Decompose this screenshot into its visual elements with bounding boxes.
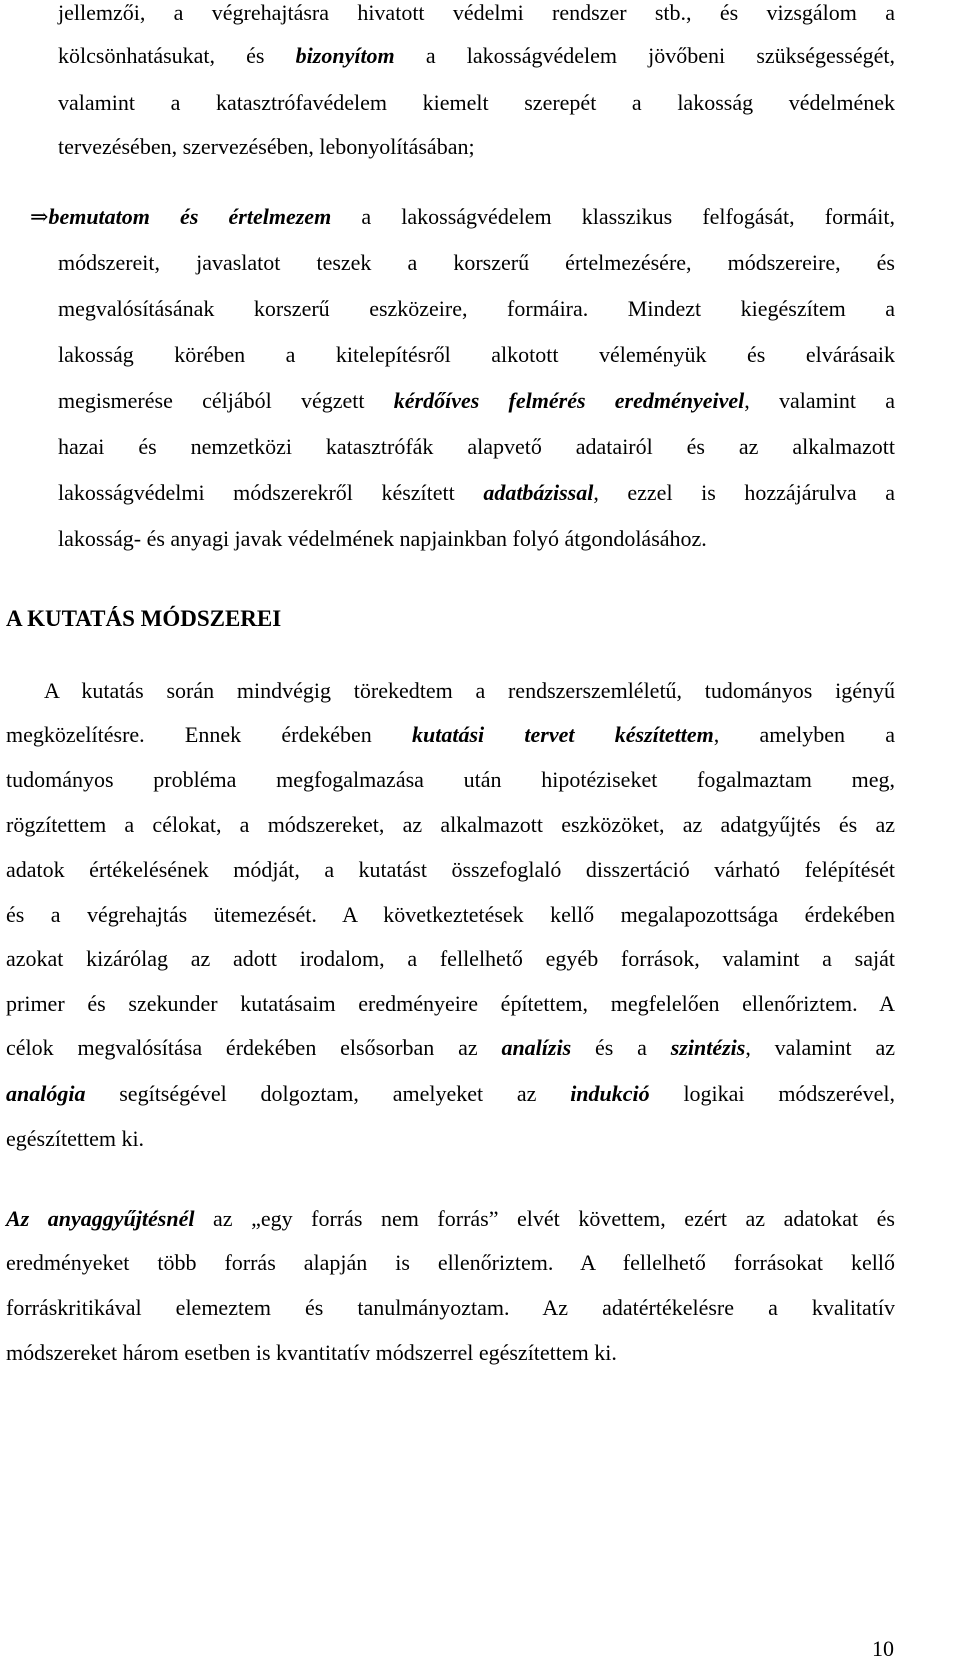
bullet-line: megismerése céljából végzett kérdőíves felmérés eredményeivel, valamint a: [58, 388, 896, 413]
paragraph-line: azokat kizárólag az adott irodalom, a fellelhető egyéb források, valamint a saját: [6, 946, 895, 971]
intro-line: tervezésében, szervezésében, lebonyolításában;: [58, 134, 475, 159]
paragraph-line: analógia segítségével dolgoztam, amelyeket az indukció logikai módszerével,: [6, 1081, 895, 1106]
paragraph-line: tudományos probléma megfogalmazása után hipotéziseket fogalmaztam meg,: [6, 767, 895, 792]
bullet-line: lakosság- és anyagi javak védelmének napjainkban folyó átgondolásához.: [58, 526, 707, 551]
paragraph-line: forráskritikával elemeztem és tanulmányoztam. Az adatértékelésre a kvalitatív: [6, 1295, 895, 1320]
paragraph-line: egészítettem ki.: [6, 1126, 145, 1151]
bullet-line: lakosságvédelmi módszerekről készített adatbázissal, ezzel is hozzájárulva a: [58, 480, 896, 505]
bullet-line: módszereit, javaslatot teszek a korszerű értelmezésére, módszereire, és: [58, 250, 895, 275]
paragraph-line: és a végrehajtás ütemezését. A következtetések kellő megalapozottsága érdekében: [6, 902, 895, 927]
paragraph-line: primer és szekunder kutatásaim eredményeire építettem, megfelelően ellenőriztem. A: [6, 991, 895, 1016]
paragraph-line: eredményeket több forrás alapján is ellenőriztem. A fellelhető forrásokat kellő: [6, 1250, 895, 1275]
bullet-line: hazai és nemzetközi katasztrófák alapvető adatairól és az alkalmazott: [58, 434, 895, 459]
paragraph-line: célok megvalósítása érdekében elsősorban az analízis és a szintézis, valamint az: [6, 1035, 895, 1060]
bullet-line: lakosság körében a kitelepítésről alkotott véleményük és elvárásaik: [58, 342, 895, 367]
bullet-line: ⇒bemutatom és értelmezem a lakosságvédelem klasszikus felfogását, formáit,: [30, 204, 895, 229]
arrow-icon: ⇒: [30, 204, 49, 229]
paragraph-line: módszereket három esetben is kvantitatív módszerrel egészítettem ki.: [6, 1340, 617, 1365]
paragraph-line: A kutatás során mindvégig törekedtem a rendszerszemléletű, tudományos igényű: [44, 678, 895, 703]
page-number: 10: [872, 1636, 894, 1661]
section-heading: A KUTATÁS MÓDSZEREI: [6, 606, 282, 631]
intro-line: valamint a katasztrófavédelem kiemelt szerepét a lakosság védelmének: [58, 90, 895, 115]
paragraph-line: megközelítésre. Ennek érdekében kutatási tervet készítettem, amelyben a: [6, 722, 895, 747]
intro-line: jellemzői, a végrehajtásra hivatott védelmi rendszer stb., és vizsgálom a: [58, 0, 895, 25]
paragraph-line: rögzítettem a célokat, a módszereket, az alkalmazott eszközöket, az adatgyűjtés és az: [6, 812, 895, 837]
paragraph-line: adatok értékelésének módját, a kutatást összefoglaló disszertáció várható felépítését: [6, 857, 895, 882]
bullet-line: megvalósításának korszerű eszközeire, formáira. Mindezt kiegészítem a: [58, 296, 895, 321]
intro-line: kölcsönhatásukat, és bizonyítom a lakosságvédelem jövőbeni szükségességét,: [58, 43, 895, 68]
paragraph-line: Az anyaggyűjtésnél az „egy forrás nem forrás” elvét követtem, ezért az adatokat és: [6, 1206, 895, 1231]
